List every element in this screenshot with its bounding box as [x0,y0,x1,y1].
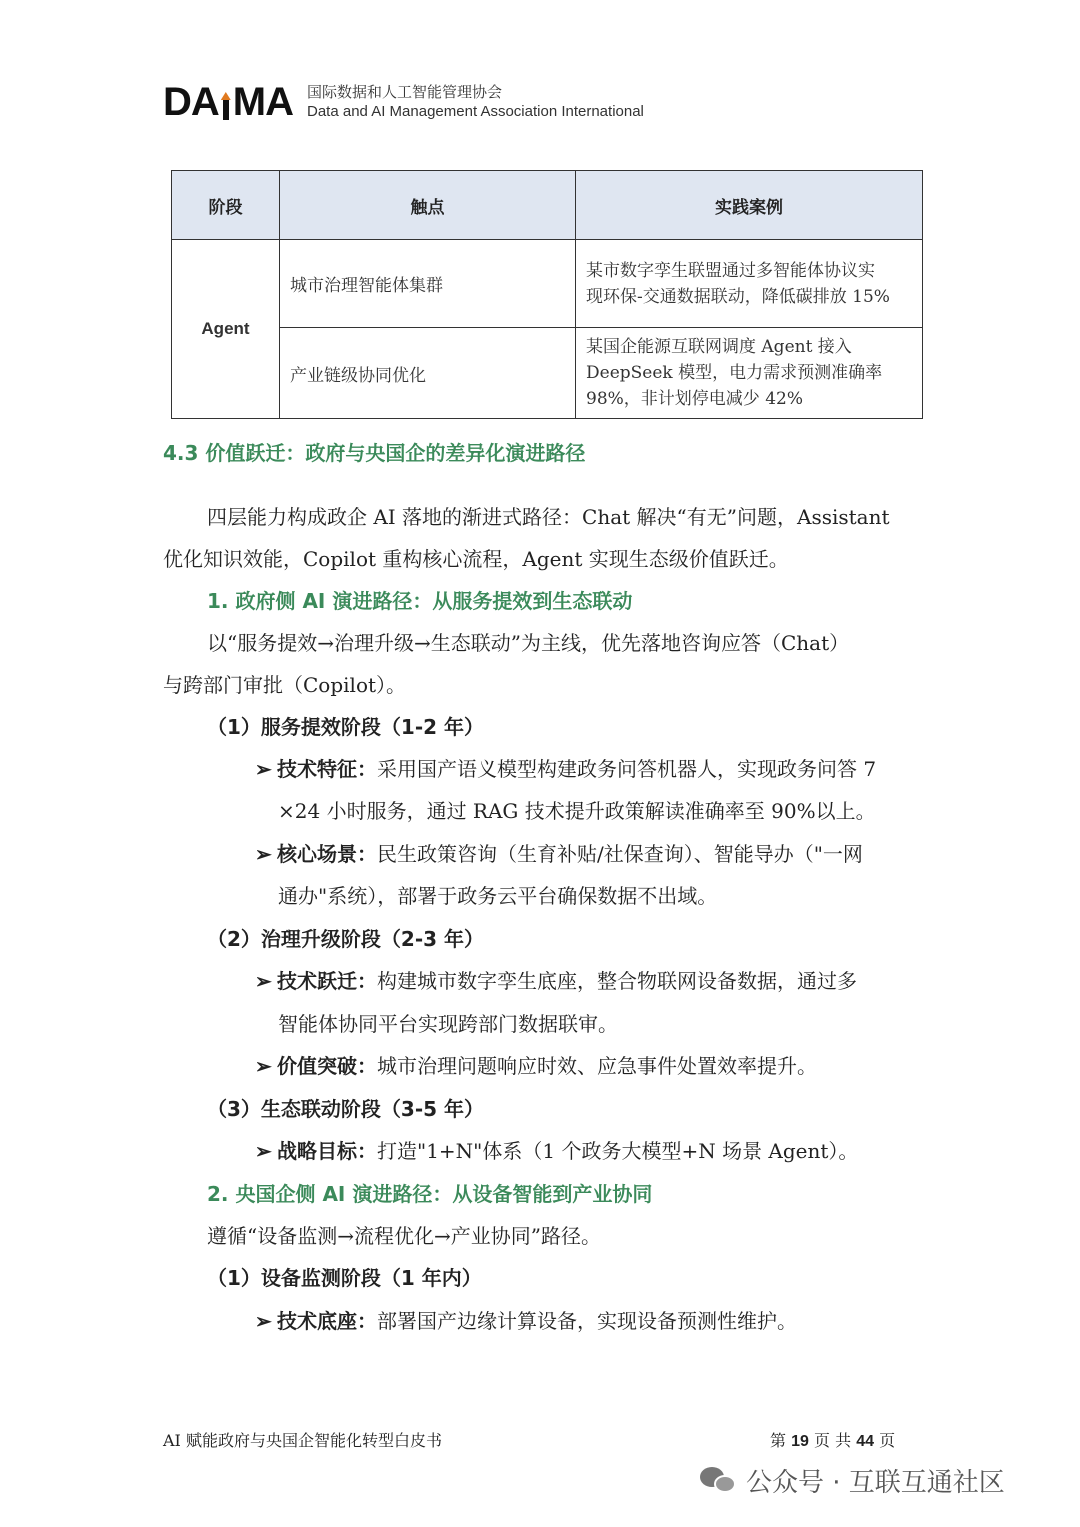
bullet-text: 城市治理问题响应时效、应急事件处置效率提升。 [377,1054,817,1078]
org-name-cn: 国际数据和人工智能管理协会 [307,83,503,101]
arrow-bullet-icon: ➢ [255,842,272,866]
section-title: 4.3 价值跃迁：政府与央国企的差异化演进路径 [163,441,586,465]
footer-doc-title: AI 赋能政府与央国企智能化转型白皮书 [163,1431,442,1450]
touchpoint-cell: 产业链级协同优化 [280,328,576,419]
watermark [700,1462,1005,1499]
bullet-label: 技术跃迁： [277,969,377,993]
bullet-item [255,960,857,1002]
bullet-text: 构建城市数字孪生底座，整合物联网设备数据，通过多 [377,969,857,993]
case-line: 现环保-交通数据联动，降低碳排放 15% [586,286,890,307]
org-name [307,82,644,122]
gov-phase-2: （2）治理升级阶段（2-3 年） [207,927,485,951]
intro-line: 优化知识效能，Copilot 重构核心流程，Agent 实现生态级价值跃迁。 [163,547,789,571]
arrow-bullet-icon: ➢ [255,757,272,781]
gov-desc-line: 以“服务提效→治理升级→生态联动”为主线，优先落地咨询应答（Chat） [207,631,850,655]
case-line: 98%，非计划停电减少 42% [586,389,803,409]
page-mid: 页 共 [814,1431,852,1450]
table-row [172,240,923,328]
bullet-text-cont: 智能体协同平台实现跨部门数据联审。 [278,1012,618,1036]
bullet-item [255,833,863,875]
logo-i-mark [221,92,231,122]
bullet-label: 核心场景： [277,842,377,866]
watermark-text: 公众号 · 互联互通社区 [746,1468,1005,1498]
bullet-item [255,748,876,790]
soe-desc-line: 遵循“设备监测→流程优化→产业协同”路径。 [207,1224,601,1248]
bullet-item [255,1130,858,1172]
bullet-label: 价值突破： [277,1054,377,1078]
arrow-bullet-icon: ➢ [255,969,272,993]
bullet-text: 打造"1+N"体系（1 个政务大模型+N 场景 Agent）。 [377,1139,859,1163]
case-line: 某市数字孪生联盟通过多智能体协议实 [586,260,875,281]
arrow-bullet-icon: ➢ [255,1309,272,1333]
gov-desc-line: 与跨部门审批（Copilot）。 [163,673,407,697]
page-suffix: 页 [879,1431,896,1450]
page-current: 19 [791,1433,809,1450]
header [163,82,644,122]
bullet-text: 采用国产语义模型构建政务问答机器人，实现政务问答 7 [377,757,877,781]
bullet-item [255,1045,817,1087]
table-header-row [172,171,923,240]
bullet-text-cont: 通办"系统），部署于政务云平台确保数据不出域。 [278,884,718,908]
wechat-icon [700,1465,738,1497]
bullet-text: 部署国产边缘计算设备，实现设备预测性维护。 [377,1309,797,1333]
bullet-text: 民生政策咨询（生育补贴/社保查询）、智能导办（"一网 [377,842,863,866]
case-line: DeepSeek 模型，电力需求预测准确率 [586,363,883,383]
bullet-item [255,1300,797,1342]
practice-cases-table [171,170,923,419]
page-prefix: 第 [770,1431,787,1450]
bullet-text-cont: ×24 小时服务，通过 RAG 技术提升政策解读准确率至 90%以上。 [278,799,876,823]
page-total: 44 [856,1433,874,1450]
intro-line: 四层能力构成政企 AI 落地的渐进式路径：Chat 解决“有无”问题，Assistant [207,505,890,529]
bullet-label: 技术底座： [277,1309,377,1333]
case-line: 某国企能源互联网调度 Agent 接入 [586,337,852,357]
table-header-case: 实践案例 [576,171,923,240]
touchpoint-cell: 城市治理智能体集群 [280,240,576,328]
gov-phase-1: （1）服务提效阶段（1-2 年） [207,715,485,739]
gov-phase-3: （3）生态联动阶段（3-5 年） [207,1097,485,1121]
bullet-label: 战略目标： [277,1139,377,1163]
gov-heading: 1. 政府侧 AI 演进路径：从服务提效到生态联动 [207,589,633,613]
bullet-label: 技术特征： [277,757,377,781]
table-row [172,328,923,419]
soe-heading: 2. 央国企侧 AI 演进路径：从设备智能到产业协同 [207,1182,653,1206]
arrow-bullet-icon: ➢ [255,1054,272,1078]
soe-phase-1: （1）设备监测阶段（1 年内） [207,1266,482,1290]
table-header-touchpoint: 触点 [280,171,576,240]
org-name-en: Data and AI Management Association International [307,103,644,120]
footer-page-number [770,1428,895,1451]
daima-logo: DA MA [163,80,293,124]
case-cell [576,328,923,419]
stage-cell: Agent [172,240,280,419]
table-header-stage: 阶段 [172,171,280,240]
arrow-bullet-icon: ➢ [255,1139,272,1163]
case-cell [576,240,923,328]
